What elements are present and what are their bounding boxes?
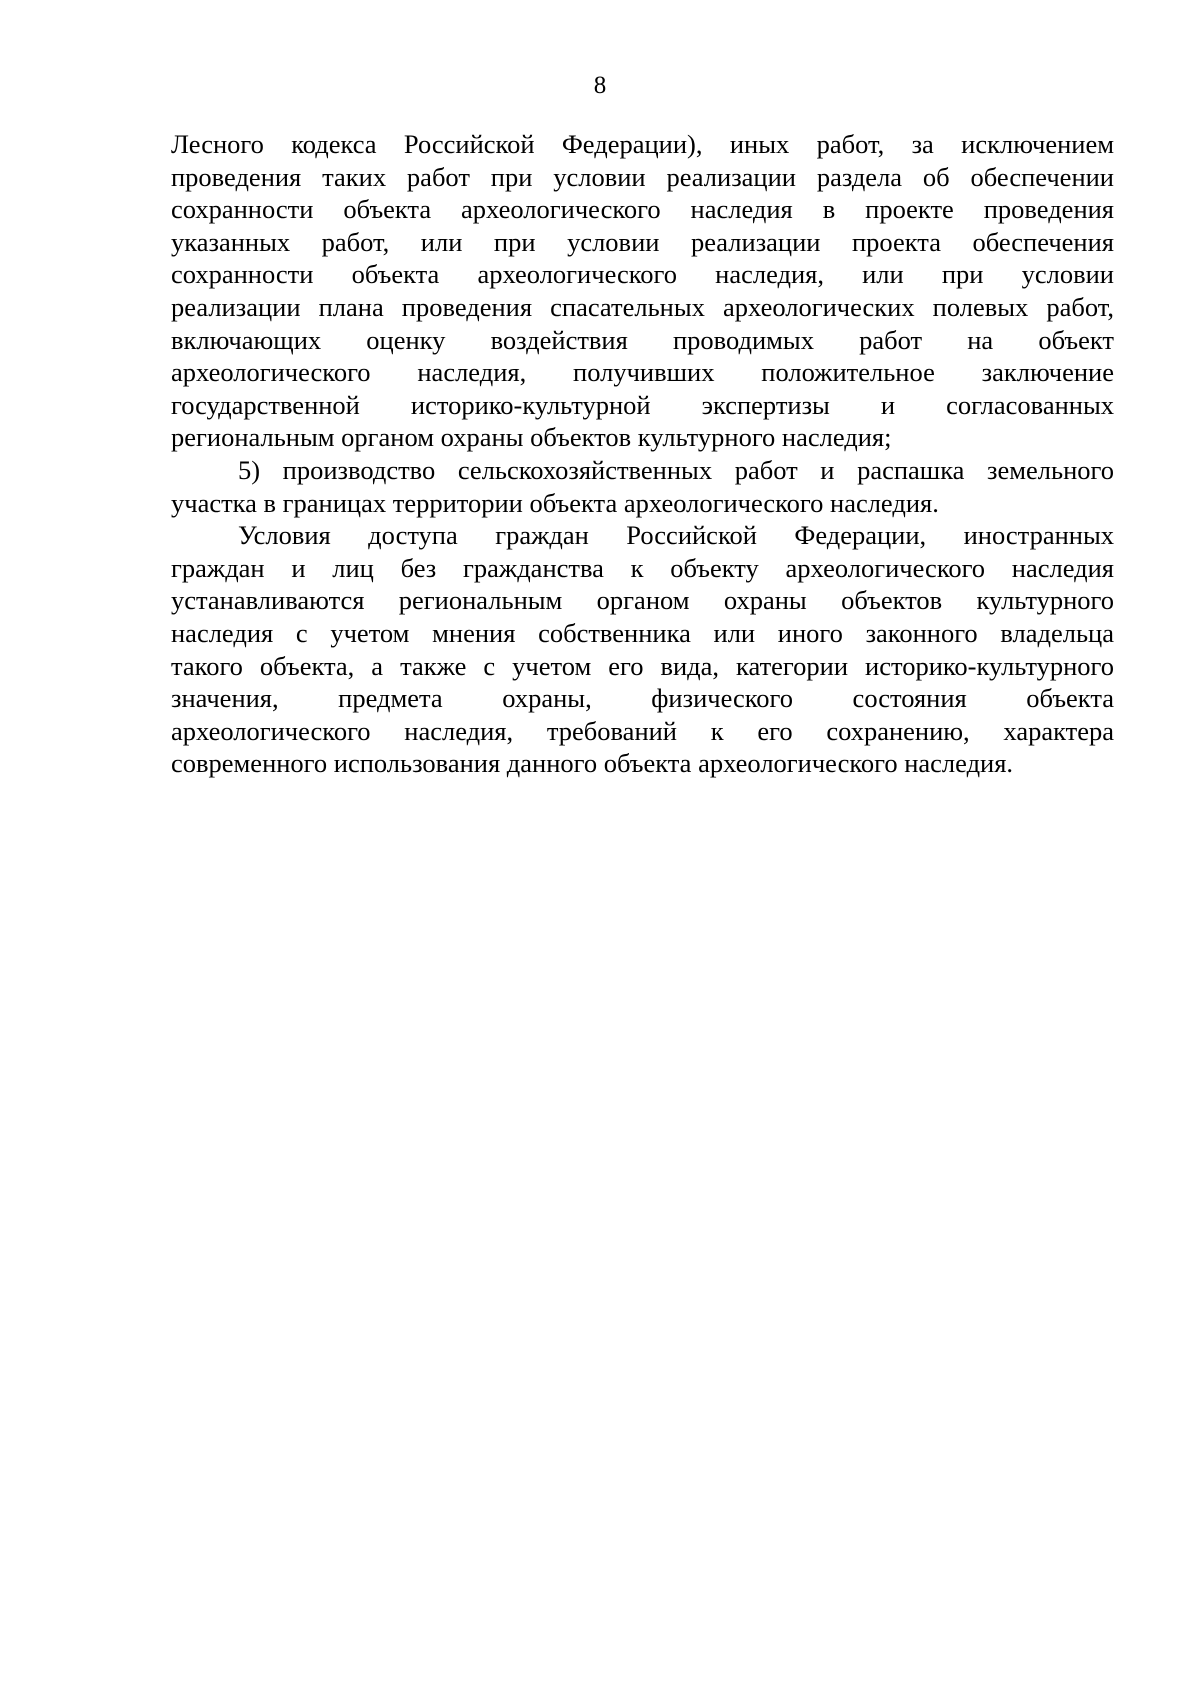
text-line: Условия доступа граждан Российской Федерации, иностранных — [238, 520, 1114, 551]
text-line: государственной историко-культурной экспертизы и согласованных — [171, 389, 1114, 420]
text-line: включающих оценку воздействия проводимых работ на объект — [171, 324, 1114, 355]
text-line: археологического наследия, требований к его сохранению, характера — [171, 715, 1114, 746]
text-line: археологического наследия, получивших положительное заключение — [171, 357, 1114, 388]
document-body — [171, 128, 1114, 780]
text-line: современного использования данного объекта археологического наследия. — [171, 748, 1014, 779]
text-line: 5) производство сельскохозяйственных работ и распашка земельного — [238, 454, 1114, 485]
text-line: проведения таких работ при условии реализации раздела об обеспечении — [171, 161, 1114, 192]
text-line: такого объекта, а также с учетом его вида, категории историко-культурного — [171, 650, 1114, 681]
text-line: устанавливаются региональным органом охраны объектов культурного — [171, 585, 1114, 616]
paragraph-1 — [171, 128, 1114, 454]
text-line: наследия с учетом мнения собственника или иного законного владельца — [171, 617, 1114, 648]
text-line: участка в границах территории объекта археологического наследия. — [171, 487, 939, 518]
text-line: Лесного кодекса Российской Федерации), иных работ, за исключением — [171, 129, 1114, 159]
text-line: значения, предмета охраны, физического состояния объекта — [171, 683, 1114, 714]
text-line: сохранности объекта археологического наследия, или при условии — [171, 259, 1114, 290]
text-line: указанных работ, или при условии реализации проекта обеспечения — [171, 226, 1114, 257]
text-line: региональным органом охраны объектов культурного наследия; — [171, 422, 892, 453]
paragraph-3 — [171, 519, 1114, 780]
text-line: сохранности объекта археологического наследия в проекте проведения — [171, 194, 1114, 225]
text-line: граждан и лиц без гражданства к объекту археологического наследия — [171, 552, 1114, 583]
page-number: 8 — [593, 72, 607, 99]
paragraph-2 — [171, 454, 1114, 519]
text-line: реализации плана проведения спасательных археологических полевых работ, — [171, 291, 1114, 322]
